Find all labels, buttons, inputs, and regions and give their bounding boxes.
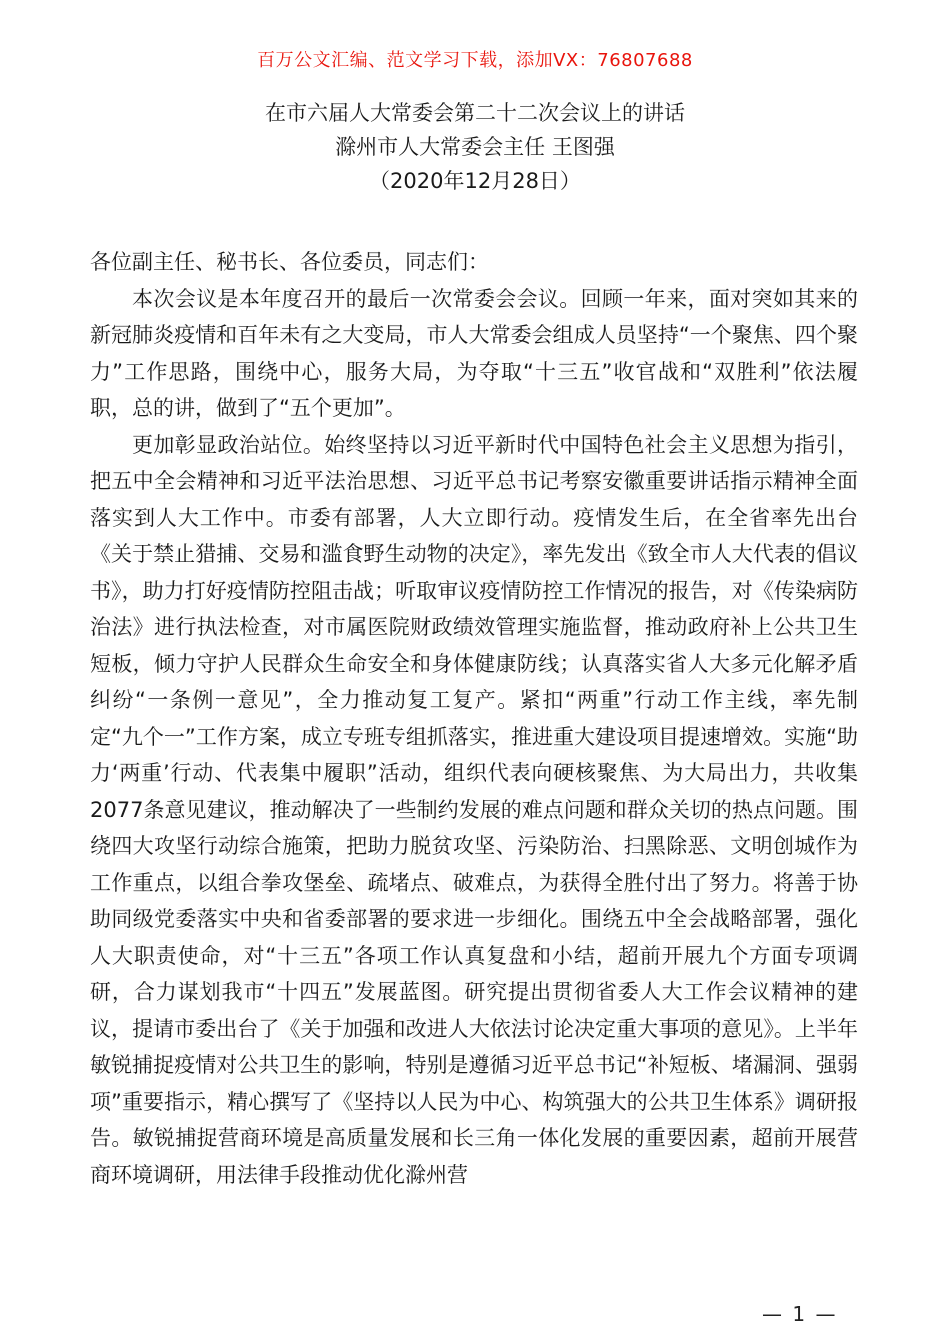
document-body: [90, 244, 858, 1193]
document-header: [0, 96, 950, 198]
salutation: 各位副主任、秘书长、各位委员，同志们：: [90, 250, 489, 274]
body-paragraph-1: 本次会议是本年度召开的最后一次常委会会议。回顾一年来，面对突如其来的新冠肺炎疫情和百年未有之大变局，市人大常委会组成人员坚持“一个聚焦、四个聚力”工作思路，围绕中心，服务大局，为夺取“十三五”收官战和“双胜利”依法履职，总的讲，做到了“五个更加”。: [90, 286, 858, 420]
document-title: 在市六届人大常委会第二十二次会议上的讲话: [265, 101, 685, 125]
date-line: （2020年12月28日）: [369, 169, 581, 193]
speaker-line: 滁州市人大常委会主任 王图强: [335, 135, 615, 159]
body-paragraph-2: 更加彰显政治站位。始终坚持以习近平新时代中国特色社会主义思想为指引，把五中全会精神和习近平法治思想、习近平总书记考察安徽重要讲话指示精神全面落实到人大工作中。市委有部署，人大立即行动。疫情发生后，在全省率先出台《关于禁止猎捕、交易和滥食野生动物的决定》，率先发出《致全市人大代表的倡议书》，助力打好疫情防控阻击战；听取审议疫情防控工作情况的报告，对《传染病防治法》进行执法检查，对市属医院财政绩效管理实施监督，推动政府补上公共卫生短板，倾力守护人民群众生命安全和身体健康防线；认真落实省人大多元化解矛盾纠纷“一条例一意见”，全力推动复工复产。紧扣“两重”行动工作主线，率先制定“九个一”工作方案，成立专班专组抓落实，推进重大建设项目提速增效。实施“助力‘两重’行动、代表集中履职”活动，组织代表向硬核聚焦、为大局出力，共收集2077条意见建议，推动解决了一些制约发展的难点问题和群众关切的热点问题。围绕四大攻坚行动综合施策，把助力脱贫攻坚、污染防治、扫黑除恶、文明创城作为工作重点，以组合拳攻堡垒、疏堵点、破难点，为获得全胜付出了努力。将善于协助同级党委落实中央和省委部署的要求进一步细化。围绕五中全会战略部署，强化人大职责使命，对“十三五”各项工作认真复盘和小结，超前开展九个方面专项调研，合力谋划我市“十四五”发展蓝图。研究提出贯彻省委人大工作会议精神的建议，提请市委出台了《关于加强和改进人大依法讨论决定重大事项的意见》。上半年敏锐捕捉疫情对公共卫生的影响，特别是遵循习近平总书记“补短板、堵漏洞、强弱项”重要指示，精心撰写了《坚持以人民为中心、构筑强大的公共卫生体系》调研报告。敏锐捕捉营商环境是高质量发展和长三角一体化发展的重要因素，超前开展营商环境调研，用法律手段推动优化滁州营: [90, 432, 858, 1187]
download-banner: 百万公文汇编、范文学习下载，添加VX：76807688: [257, 50, 693, 71]
page-number: — 1 —: [762, 1302, 838, 1326]
